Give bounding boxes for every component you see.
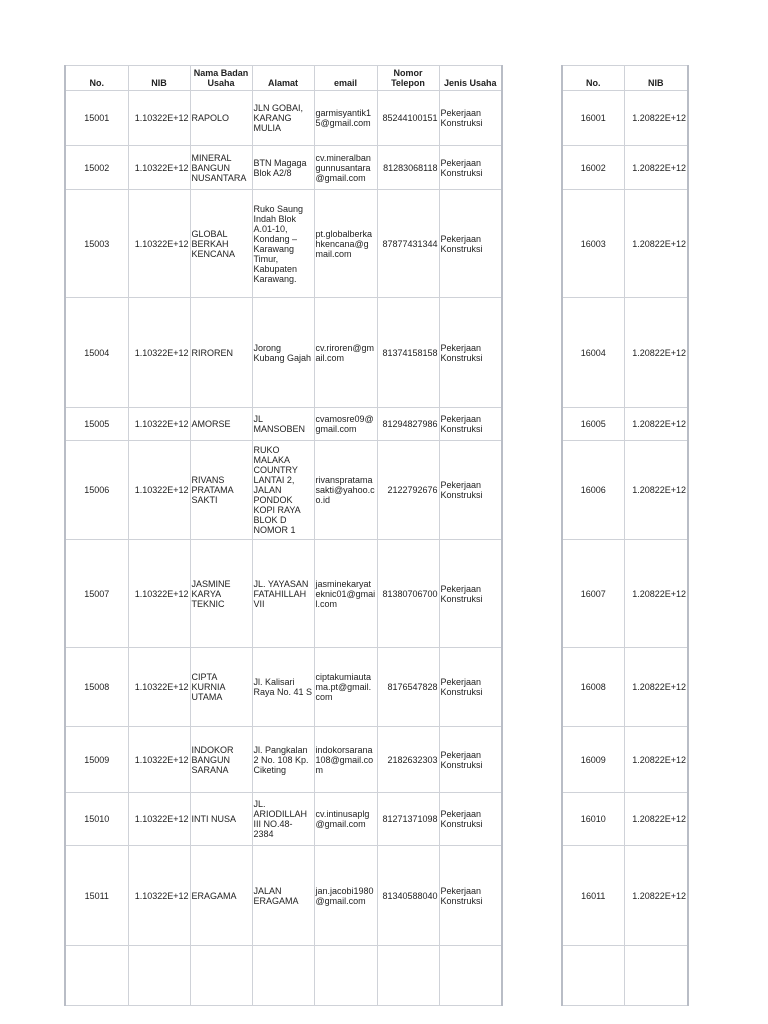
cell-email [314, 946, 377, 1006]
side-cell-nib: 1.20822E+12 [624, 190, 688, 298]
side-cell-no: 16001 [562, 91, 624, 146]
cell-alamat: RUKO MALAKA COUNTRY LANTAI 2, JALAN PONDOK KOPI RAYA BLOK D NOMOR 1 [252, 441, 314, 540]
table-row [65, 408, 502, 441]
cell-telepon [377, 946, 439, 1006]
cell-nib [128, 946, 190, 1006]
cell-telepon: 87877431344 [377, 190, 439, 298]
side-table-row [562, 727, 688, 793]
cell-telepon: 2122792676 [377, 441, 439, 540]
side-cell-no: 16005 [562, 408, 624, 441]
side-cell-no: 16010 [562, 793, 624, 846]
header-no: No. [65, 66, 128, 91]
table-row [65, 540, 502, 648]
header-nib: NIB [128, 66, 190, 91]
side-cell-no: 16003 [562, 190, 624, 298]
cell-nib: 1.10322E+12 [128, 408, 190, 441]
side-table-row [562, 190, 688, 298]
cell-email: jan.jacobi1980@gmail.com [314, 846, 377, 946]
cell-email: cv.intinusaplg@gmail.com [314, 793, 377, 846]
side-cell-nib: 1.20822E+12 [624, 793, 688, 846]
cell-nama: CIPTA KURNIA UTAMA [190, 648, 252, 727]
cell-telepon: 2182632303 [377, 727, 439, 793]
cell-alamat: Jl. Kalisari Raya No. 41 S [252, 648, 314, 727]
table-row [65, 298, 502, 408]
cell-telepon: 81374158158 [377, 298, 439, 408]
cell-telepon: 85244100151 [377, 91, 439, 146]
cell-nib: 1.10322E+12 [128, 91, 190, 146]
cell-nama [190, 946, 252, 1006]
side-cell-nib: 1.20822E+12 [624, 727, 688, 793]
cell-no: 15006 [65, 441, 128, 540]
side-cell-nib: 1.20822E+12 [624, 146, 688, 190]
cell-nib: 1.10322E+12 [128, 146, 190, 190]
cell-jenis: Pekerjaan Konstruksi [439, 540, 502, 648]
header-nama: Nama Badan Usaha [190, 66, 252, 91]
table-row [65, 146, 502, 190]
side-table-row [562, 793, 688, 846]
side-table-row [562, 91, 688, 146]
company-table [64, 65, 503, 1006]
cell-nama: RIROREN [190, 298, 252, 408]
table-row [65, 846, 502, 946]
side-cell-nib: 1.20822E+12 [624, 441, 688, 540]
cell-telepon: 81283068118 [377, 146, 439, 190]
side-cell-no: 16008 [562, 648, 624, 727]
cell-no: 15010 [65, 793, 128, 846]
side-table-row [562, 540, 688, 648]
cell-jenis: Pekerjaan Konstruksi [439, 298, 502, 408]
side-cell-no: 16002 [562, 146, 624, 190]
side-cell-no: 16011 [562, 846, 624, 946]
side-cell-nib [624, 946, 688, 1006]
cell-nib: 1.10322E+12 [128, 298, 190, 408]
side-cell-nib: 1.20822E+12 [624, 298, 688, 408]
side-cell-no: 16004 [562, 298, 624, 408]
side-cell-nib: 1.20822E+12 [624, 648, 688, 727]
header-jenis: Jenis Usaha [439, 66, 502, 91]
cell-no: 15008 [65, 648, 128, 727]
cell-nib: 1.10322E+12 [128, 727, 190, 793]
cell-jenis: Pekerjaan Konstruksi [439, 793, 502, 846]
side-cell-no: 16007 [562, 540, 624, 648]
side-header-nib: NIB [624, 66, 688, 91]
table-row [65, 648, 502, 727]
cell-jenis: Pekerjaan Konstruksi [439, 91, 502, 146]
cell-no: 15011 [65, 846, 128, 946]
cell-email: rivanspratamasakti@yahoo.co.id [314, 441, 377, 540]
side-table-body [562, 91, 688, 1006]
cell-nib: 1.10322E+12 [128, 793, 190, 846]
cell-jenis: Pekerjaan Konstruksi [439, 727, 502, 793]
cell-nama: RIVANS PRATAMA SAKTI [190, 441, 252, 540]
cell-nama: GLOBAL BERKAH KENCANA [190, 190, 252, 298]
cell-email: ciptakumiautama.pt@gmail.com [314, 648, 377, 727]
side-table-row [562, 846, 688, 946]
header-telepon: Nomor Telepon [377, 66, 439, 91]
cell-email: cvamosre09@gmail.com [314, 408, 377, 441]
cell-alamat: JL MANSOBEN [252, 408, 314, 441]
cell-nama: ERAGAMA [190, 846, 252, 946]
table-body [65, 91, 502, 1006]
cell-telepon: 81340588040 [377, 846, 439, 946]
header-alamat: Alamat [252, 66, 314, 91]
cell-nama: AMORSE [190, 408, 252, 441]
cell-email: indokorsarana108@gmail.com [314, 727, 377, 793]
cell-no: 15004 [65, 298, 128, 408]
side-table-row [562, 146, 688, 190]
cell-no: 15007 [65, 540, 128, 648]
table-header-row [65, 66, 502, 91]
cell-alamat: Jorong Kubang Gajah [252, 298, 314, 408]
cell-no: 15009 [65, 727, 128, 793]
header-email: email [314, 66, 377, 91]
side-cell-nib: 1.20822E+12 [624, 91, 688, 146]
side-cell-nib: 1.20822E+12 [624, 408, 688, 441]
cell-jenis: Pekerjaan Konstruksi [439, 146, 502, 190]
cell-nib: 1.10322E+12 [128, 846, 190, 946]
cell-nama: JASMINE KARYA TEKNIC [190, 540, 252, 648]
cell-alamat: JL. ARIODILLAH III NO.48-2384 [252, 793, 314, 846]
cell-email: jasminekaryateknic01@gmail.com [314, 540, 377, 648]
side-table-row [562, 408, 688, 441]
side-table-row [562, 648, 688, 727]
cell-jenis: Pekerjaan Konstruksi [439, 190, 502, 298]
cell-no [65, 946, 128, 1006]
cell-alamat: JALAN ERAGAMA [252, 846, 314, 946]
side-cell-nib: 1.20822E+12 [624, 846, 688, 946]
cell-alamat: BTN Magaga Blok A2/8 [252, 146, 314, 190]
cell-nama: MINERAL BANGUN NUSANTARA [190, 146, 252, 190]
cell-alamat: JLN GOBAI, KARANG MULIA [252, 91, 314, 146]
cell-email: cv.riroren@gmail.com [314, 298, 377, 408]
cell-nib: 1.10322E+12 [128, 540, 190, 648]
cell-no: 15002 [65, 146, 128, 190]
side-cell-nib: 1.20822E+12 [624, 540, 688, 648]
side-header-row [562, 66, 688, 91]
cell-email: cv.mineralbangunnusantara@gmail.com [314, 146, 377, 190]
cell-no: 15001 [65, 91, 128, 146]
cell-nama: INTI NUSA [190, 793, 252, 846]
cell-no: 15003 [65, 190, 128, 298]
cell-telepon: 8176547828 [377, 648, 439, 727]
cell-nama: INDOKOR BANGUN SARANA [190, 727, 252, 793]
table-row [65, 946, 502, 1006]
cell-nib: 1.10322E+12 [128, 190, 190, 298]
table-row [65, 727, 502, 793]
table-row [65, 91, 502, 146]
cell-no: 15005 [65, 408, 128, 441]
side-header-no: No. [562, 66, 624, 91]
cell-jenis: Pekerjaan Konstruksi [439, 441, 502, 540]
table-row [65, 441, 502, 540]
cell-jenis: Pekerjaan Konstruksi [439, 408, 502, 441]
cell-jenis: Pekerjaan Konstruksi [439, 648, 502, 727]
cell-telepon: 81271371098 [377, 793, 439, 846]
side-cell-no: 16009 [562, 727, 624, 793]
side-table-row [562, 441, 688, 540]
side-table-row [562, 298, 688, 408]
cell-email: pt.globalberkahkencana@gmail.com [314, 190, 377, 298]
side-table-row [562, 946, 688, 1006]
table-row [65, 793, 502, 846]
cell-alamat: Jl. Pangkalan 2 No. 108 Kp. Ciketing [252, 727, 314, 793]
cell-nama: RAPOLO [190, 91, 252, 146]
cell-alamat: Ruko Saung Indah Blok A.01-10, Kondang – Karawang Timur, Kabupaten Karawang. [252, 190, 314, 298]
cell-telepon: 81294827986 [377, 408, 439, 441]
cell-nib: 1.10322E+12 [128, 648, 190, 727]
cell-jenis: Pekerjaan Konstruksi [439, 846, 502, 946]
cell-jenis [439, 946, 502, 1006]
side-cell-no: 16006 [562, 441, 624, 540]
cell-email: garmisyantik15@gmail.com [314, 91, 377, 146]
table-row [65, 190, 502, 298]
continuation-table [561, 65, 689, 1006]
cell-telepon: 81380706700 [377, 540, 439, 648]
cell-alamat [252, 946, 314, 1006]
side-cell-no [562, 946, 624, 1006]
cell-nib: 1.10322E+12 [128, 441, 190, 540]
cell-alamat: JL. YAYASAN FATAHILLAH VII [252, 540, 314, 648]
